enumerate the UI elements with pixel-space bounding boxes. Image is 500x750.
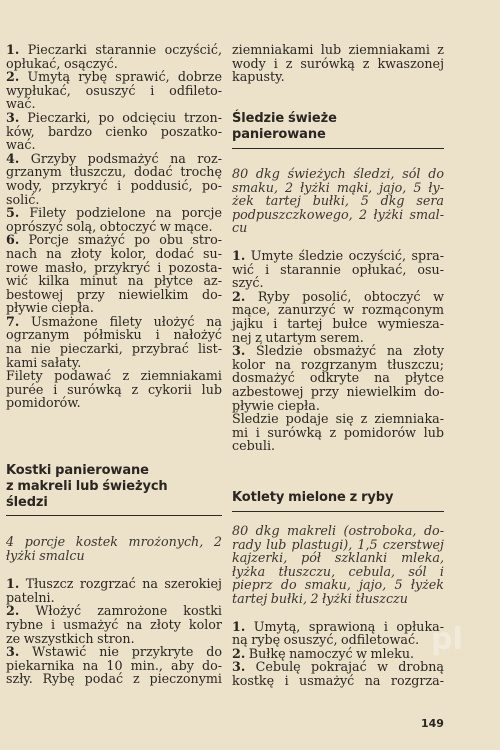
recipe1-steps: [6, 42, 222, 411]
recipe4-step-2: 2. Bułkę namoczyć w mleku.: [232, 645, 415, 661]
recipe2-header: [6, 463, 222, 516]
recipe2-title: Kostki panierowane z makreli lub świeżych śledzi: [6, 463, 168, 510]
recipe3-step-3: 3. Śledzie obsmażyć na złoty kolor na rozgrzanym tłuszczu; dosmażyć odkryte na płytce azbestowej przy niewielkim do- pływie ciepła.: [232, 343, 444, 413]
recipe3-header: [232, 111, 444, 149]
recipe4-step-3: 3. Cebulę pokrajać w drobną kostkę i usmażyć na rozgrza-: [232, 659, 444, 688]
recipe3-step-1: 1. Umyte śledzie oczyścić, spra- wić i starannie opłukać, osu- szyć.: [232, 247, 444, 291]
recipe2-step-2: 2. Włożyć zamrożone kostki rybne i usmażyć na złoty kolor ze wszystkich stron.: [6, 603, 222, 646]
recipe2-step-3: 3. Wstawić nie przykryte do piekarnika na 10 min., aby do- szły. Rybę podać z pieczonymi: [6, 644, 222, 687]
recipe2-ingredients: 4 porcje kostek mrożonych, 2 łyżki smalcu: [6, 534, 222, 563]
step-2: 2. Umytą rybę sprawić, dobrze wypłukać, osuszyć i odfileto- wać.: [6, 69, 222, 112]
left-column: [6, 42, 222, 687]
continuation-text: ziemniakami lub ziemniakami z wody i z surówką z kwaszonej kapusty.: [232, 42, 444, 85]
recipe3-ingredients: 80 dkg świeżych śledzi, sól do smaku, 2 łyżki mąki, jajo, 5 ły- żek tartej bułki, 5 dkg sera podpuszczkowego, 2 łyżki smal- cu: [232, 166, 444, 236]
step-4: 4. Grzyby podsmażyć na roz- grzanym tłuszczu, dodać trochę wody, przykryć i poddusić, po- solić.: [6, 150, 222, 207]
step-1: 1. Pieczarki starannie oczyścić, opłukać, osączyć.: [6, 42, 222, 71]
recipe3-serving-note: Śledzie podaje się z ziemniaka- mi i surówką z pomidorów lub cebuli.: [232, 411, 444, 454]
serving-note-1: Filety podawać z ziemniakami purée i surówką z cykorii lub pomidorów.: [6, 368, 222, 411]
recipe2-title-rule: [6, 515, 222, 516]
watermark: pl: [431, 622, 463, 657]
recipe4-header: [232, 490, 444, 512]
page-number: 149: [421, 717, 444, 730]
step-6: 6. Porcje smażyć po obu stro- nach na złoty kolor, dodać su- rowe masło, przykryć i pozosta- wić kilka minut na płytce az- bestowej przy niewielkim do- pływie ciepła.: [6, 232, 222, 316]
recipe2-body: [6, 535, 222, 686]
recipe4-step-1: 1. Umytą, sprawioną i opłuka- ną rybę osuszyć, odfiletować.: [232, 618, 444, 648]
recipe3-body: [232, 167, 444, 453]
recipe4-ingredients: 80 dkg makreli (ostroboka, do- rady lub plastugi), 1,5 czerstwej kajzerki, pół szklanki mleka, łyżka tłuszczu, cebula, sól i pieprz do smaku, jajo, 5 łyżek tartej bułki, 2 łyżki tłuszczu: [232, 523, 444, 606]
recipe3-title: Śledzie świeże panierowane: [232, 111, 337, 142]
right-column: [232, 42, 444, 688]
recipe4-title: Kotlety mielone z ryby: [232, 490, 394, 505]
step-3: 3. Pieczarki, po odcięciu trzon- ków, bardzo cienko poszatko- wać.: [6, 109, 222, 153]
recipe3-title-rule: [232, 148, 444, 149]
recipe4-body: [232, 524, 444, 688]
recipe2-step-1: 1. Tłuszcz rozgrzać na szerokiej patelni.: [6, 576, 222, 605]
step-7: 7. Usmażone filety ułożyć na ogrzanym półmisku i nałożyć na nie pieczarki, przybrać list- kami sałaty.: [6, 313, 222, 370]
recipe3-step-2: 2. Ryby posolić, obtoczyć w mące, zanurzyć w rozmąconym jajku i tartej bułce wymiesza- nej z utartym serem.: [232, 288, 444, 345]
step-5: 5. Filety podzielone na porcje oprószyć solą, obtoczyć w mące.: [6, 205, 222, 234]
recipe4-title-rule: [232, 511, 444, 512]
